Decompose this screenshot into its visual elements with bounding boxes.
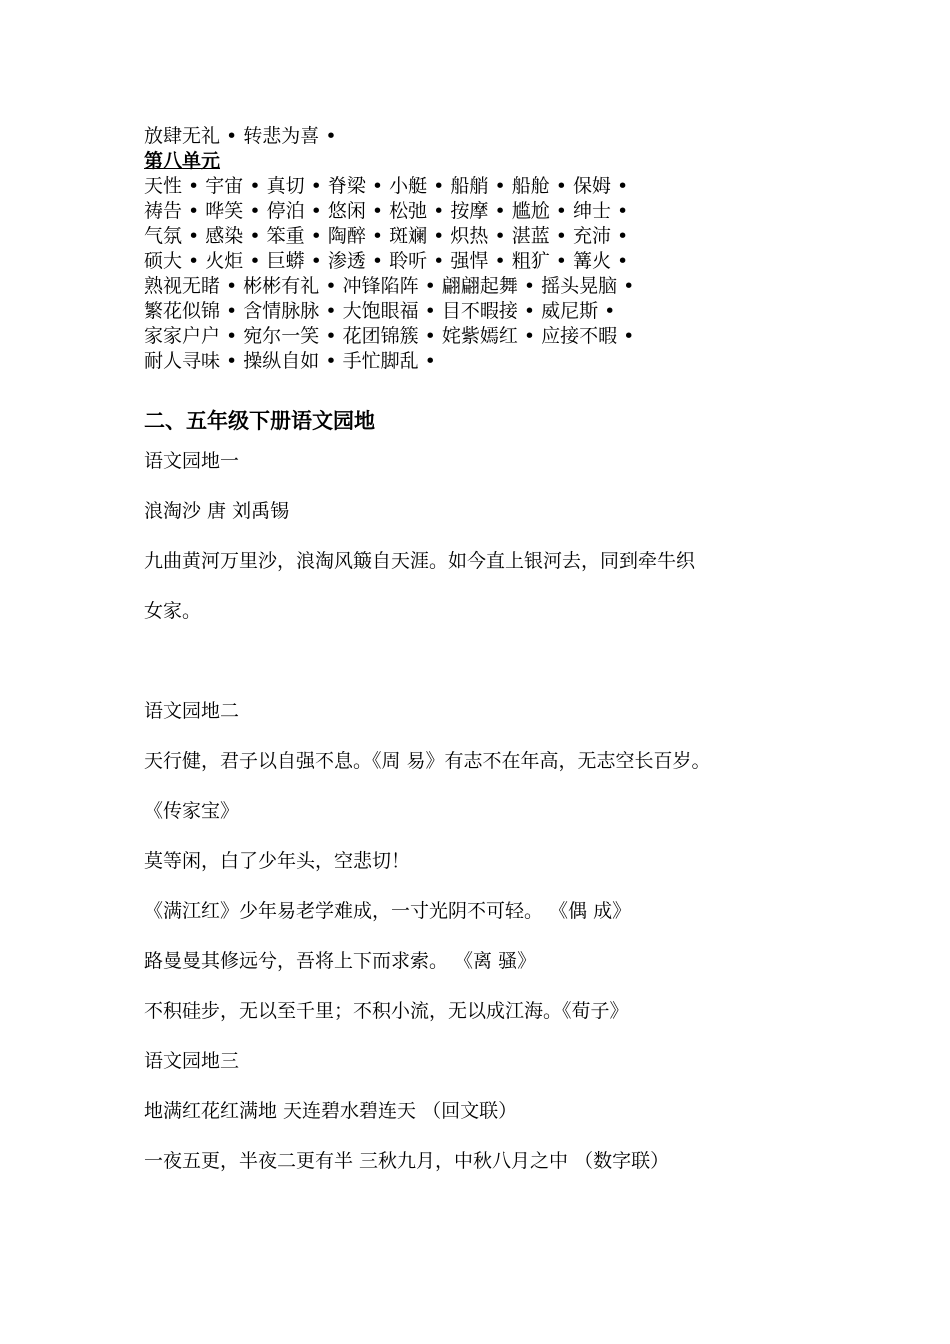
document-page	[144, 124, 844, 1186]
poem-title: 浪淘沙 唐 刘禹锡	[144, 500, 290, 522]
vocab-line: 天性 • 宇宙 • 真切 • 脊梁 • 小艇 • 船艄 • 船舱 • 保姆 •	[144, 175, 629, 197]
vocab-line: 放肆无礼 • 转悲为喜 •	[144, 125, 337, 147]
vocab-line: 祷告 • 哗笑 • 停泊 • 悠闲 • 松弛 • 按摩 • 尴尬 • 绅士 •	[144, 200, 629, 222]
vocab-line: 繁花似锦 • 含情脉脉 • 大饱眼福 • 目不暇接 • 威尼斯 •	[144, 300, 616, 322]
poem-line: 九曲黄河万里沙，浪淘风簸自天涯。如今直上银河去，同到牵牛织	[144, 550, 696, 572]
vocab-line: 耐人寻味 • 操纵自如 • 手忙脚乱 •	[144, 350, 436, 372]
garden-title: 语文园地二	[144, 700, 240, 722]
quote-line: 《满江红》少年易老学难成，一寸光阴不可轻。 《偶 成》	[144, 900, 632, 922]
vocab-line: 家家户户 • 宛尔一笑 • 花团锦簇 • 姹紫嫣红 • 应接不暇 •	[144, 325, 635, 347]
couplet-line: 一夜五更，半夜二更有半 三秋九月，中秋八月之中 （数字联）	[144, 1150, 670, 1172]
poem-line: 女家。	[144, 600, 202, 622]
section-heading: 二、五年级下册语文园地	[144, 409, 375, 433]
garden-title: 语文园地一	[144, 450, 240, 472]
vocab-block	[144, 124, 844, 374]
quote-line: 不积硅步，无以至千里；不积小流，无以成江海。《荀子》	[144, 1000, 629, 1022]
quote-line: 《传家宝》	[144, 800, 240, 822]
quote-line: 天行健，君子以自强不息。《周 易》有志不在年高，无志空长百岁。	[144, 750, 711, 772]
garden-title: 语文园地三	[144, 1050, 240, 1072]
section-body	[144, 436, 844, 1186]
unit-heading: 第八单元	[144, 150, 221, 172]
vocab-line: 熟视无睹 • 彬彬有礼 • 冲锋陷阵 • 翩翩起舞 • 摇头晃脑 •	[144, 275, 635, 297]
vocab-line: 气氛 • 感染 • 笨重 • 陶醉 • 斑斓 • 炽热 • 湛蓝 • 充沛 •	[144, 225, 629, 247]
vocab-line: 硕大 • 火炬 • 巨蟒 • 渗透 • 聆听 • 强悍 • 粗犷 • 篝火 •	[144, 250, 629, 272]
quote-line: 莫等闲，白了少年头，空悲切！	[144, 850, 411, 872]
quote-line: 路曼曼其修远兮，吾将上下而求索。 《离 骚》	[144, 950, 537, 972]
blank-line	[144, 636, 844, 686]
couplet-line: 地满红花红满地 天连碧水碧连天 （回文联）	[144, 1100, 518, 1122]
